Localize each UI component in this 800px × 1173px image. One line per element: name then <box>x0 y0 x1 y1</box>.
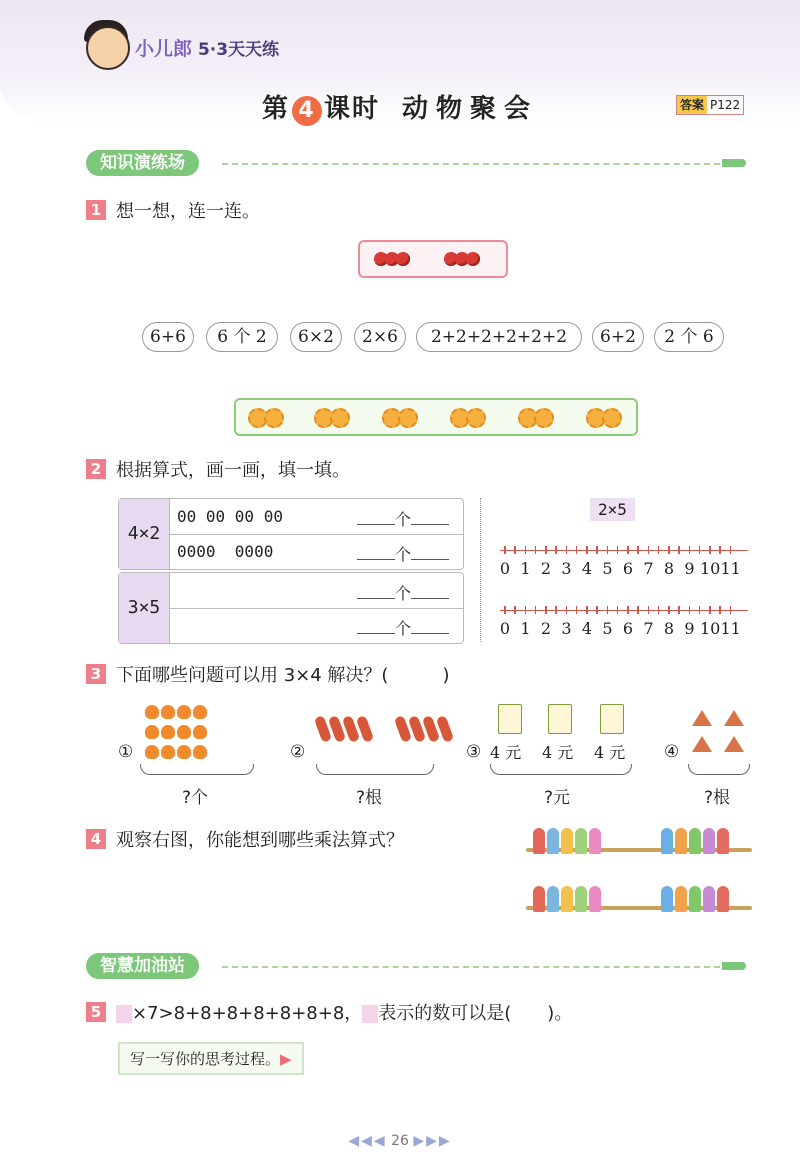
number-line-axis <box>500 550 748 551</box>
option-oval[interactable]: 2 个 6 <box>654 322 724 352</box>
milk-icon <box>548 704 572 734</box>
page-footer <box>0 1133 800 1149</box>
number-line-label: 0 <box>499 559 511 578</box>
row-divider <box>169 608 463 609</box>
number-line-tick <box>699 546 701 554</box>
question-number: 2 <box>86 459 106 479</box>
number-line-tick <box>719 546 721 554</box>
cherry-picture <box>358 240 508 278</box>
number-line-label: 11 <box>720 619 741 638</box>
number-line-tick <box>525 546 527 554</box>
number-line-tick <box>535 606 537 614</box>
number-line-label: 5 <box>602 559 613 578</box>
number-line-tick <box>555 546 557 554</box>
brace <box>490 764 632 775</box>
question-text: 根据算式，画一画，填一填。 <box>116 460 350 481</box>
expression-label: 3×5 <box>119 573 170 643</box>
question-number: 3 <box>86 664 106 684</box>
number-line-tick <box>617 606 619 614</box>
mascot-icon <box>86 26 130 70</box>
answer-page: P122 <box>710 98 741 112</box>
number-line-label: 6 <box>622 559 634 578</box>
question-expression: ×7>8+8+8+8+8+8+8， <box>132 1003 363 1024</box>
number-line-tick <box>637 546 639 554</box>
number-line-tick <box>730 606 732 614</box>
pencil-icon <box>722 159 746 167</box>
lesson-number: 4 <box>292 96 322 126</box>
question-text <box>116 999 572 1025</box>
number-line-label: 7 <box>643 619 654 638</box>
number-line-tick <box>668 606 670 614</box>
number-line-tick <box>678 606 680 614</box>
pencil-icon <box>722 962 746 970</box>
brace <box>688 764 750 775</box>
fill-blank[interactable] <box>357 542 449 565</box>
number-line-label: 2 <box>540 559 552 578</box>
pencil-flag-icon: ▶ <box>280 1050 292 1068</box>
number-line-tick <box>607 546 609 554</box>
brand-main: 小儿郎 <box>135 38 193 60</box>
brace <box>316 764 434 775</box>
price-label: 4 元 <box>594 743 626 762</box>
question-number: 1 <box>86 200 106 220</box>
question-text: 下面哪些问题可以用 3×4 解决？( ) <box>116 665 450 686</box>
number-line-label: 10 <box>700 559 721 578</box>
lesson-name: 动物聚会 <box>402 94 539 124</box>
number-line-tick <box>617 546 619 554</box>
number-line-label: 7 <box>643 559 654 578</box>
number-line-tick <box>555 606 557 614</box>
prev-arrows-icon: ◀◀◀ <box>348 1133 387 1149</box>
option-oval[interactable]: 2+2+2+2+2+2 <box>416 322 582 352</box>
number-line-label: 4 <box>581 559 593 578</box>
unit-label: 个 <box>395 584 412 603</box>
number-line-tick <box>514 606 516 614</box>
number-line-tick <box>648 606 650 614</box>
number-line-label: 5 <box>602 619 613 638</box>
unit-label: 个 <box>395 510 412 529</box>
option-oval[interactable]: 6×2 <box>290 322 342 352</box>
option-oval[interactable]: 6+6 <box>142 322 194 352</box>
number-line-tick <box>514 546 516 554</box>
option-mark: ④ <box>664 742 680 762</box>
brand-sub: 5·3天天练 <box>197 40 280 60</box>
flower-picture <box>234 398 638 436</box>
section-divider <box>222 163 720 165</box>
milk-icon <box>600 704 624 734</box>
number-line-label: 9 <box>684 559 695 578</box>
drawing-box-4x2[interactable] <box>118 498 464 570</box>
unit-label: 个 <box>395 619 412 638</box>
drawing-box-3x5[interactable] <box>118 572 464 644</box>
number-line-tick <box>504 546 506 554</box>
number-line-tick <box>586 606 588 614</box>
fill-blank[interactable] <box>357 507 449 530</box>
question-text: 想一想，连一连。 <box>116 201 260 222</box>
vertical-divider <box>480 498 481 642</box>
number-line-tag: 2×5 <box>590 498 635 521</box>
option-mark: ① <box>118 742 134 762</box>
item-caption: ?元 <box>544 788 571 808</box>
number-line-tick <box>627 546 629 554</box>
brace <box>140 764 254 775</box>
number-line-tick <box>678 546 680 554</box>
drawing-text: 00 00 00 00 <box>177 507 283 526</box>
price-label: 4 元 <box>490 743 522 762</box>
question-number: 4 <box>86 829 106 849</box>
number-line-label: 10 <box>700 619 721 638</box>
number-line-tick <box>637 606 639 614</box>
number-line-1[interactable] <box>500 545 748 585</box>
option-oval[interactable]: 6+2 <box>592 322 644 352</box>
number-line-tick <box>576 606 578 614</box>
item-caption: ?根 <box>356 788 383 808</box>
hint-text: 写一写你的思考过程。 <box>130 1050 281 1068</box>
option-mark: ③ <box>466 742 482 762</box>
number-line-label: 2 <box>540 619 552 638</box>
number-line-tick <box>576 546 578 554</box>
number-line-tick <box>709 546 711 554</box>
expression-label: 4×2 <box>119 499 170 569</box>
number-line-tick <box>586 546 588 554</box>
number-line-tick <box>689 606 691 614</box>
answer-label: 答案 <box>677 96 707 114</box>
number-line-tick <box>668 546 670 554</box>
number-line-tick <box>709 606 711 614</box>
number-line-tick <box>627 606 629 614</box>
fill-blank[interactable] <box>357 581 449 604</box>
question-text: 观察右图，你能想到哪些乘法算式？ <box>116 830 404 851</box>
drawing-text: 0000 0000 <box>177 542 274 561</box>
option-mark: ② <box>290 742 306 762</box>
unknown-square[interactable] <box>116 1005 132 1023</box>
number-line-label: 1 <box>520 619 531 638</box>
tug-of-war-picture-1 <box>526 826 752 866</box>
unknown-square[interactable] <box>362 1005 378 1023</box>
number-line-tick <box>607 606 609 614</box>
number-line-tick <box>545 546 547 554</box>
option-oval[interactable]: 2×6 <box>354 322 406 352</box>
number-line-tick <box>596 546 598 554</box>
number-line-tick <box>658 546 660 554</box>
answer-tag[interactable] <box>676 95 744 115</box>
item-caption: ?根 <box>704 788 731 808</box>
number-line-tick <box>525 606 527 614</box>
unit-label: 个 <box>395 545 412 564</box>
number-line-2[interactable] <box>500 605 748 645</box>
number-line-label: 6 <box>622 619 634 638</box>
number-line-tick <box>689 546 691 554</box>
number-line-label: 0 <box>499 619 511 638</box>
number-line-label: 9 <box>684 619 695 638</box>
number-line-axis <box>500 610 748 611</box>
brand <box>135 34 279 61</box>
triangle-icon <box>724 710 744 726</box>
row-divider <box>169 534 463 535</box>
triangle-icon <box>692 710 712 726</box>
question-tail: 表示的数可以是( )。 <box>378 1003 573 1024</box>
fill-blank[interactable] <box>357 616 449 639</box>
number-line-label: 1 <box>520 559 531 578</box>
triangle-icon <box>724 736 744 752</box>
option-oval[interactable]: 6 个 2 <box>206 322 278 352</box>
number-line-tick <box>658 606 660 614</box>
number-line-label: 3 <box>561 559 572 578</box>
lesson-suffix: 课时 <box>323 94 380 124</box>
number-line-tick <box>730 546 732 554</box>
triangle-icon <box>692 736 712 752</box>
question-number: 5 <box>86 1002 106 1022</box>
hint-box <box>118 1042 304 1075</box>
number-line-tick <box>648 546 650 554</box>
number-line-tick <box>545 606 547 614</box>
number-line-tick <box>566 606 568 614</box>
section-practice: 知识演练场 <box>86 150 199 176</box>
next-arrows-icon: ▶▶▶ <box>413 1133 452 1149</box>
number-line-label: 3 <box>561 619 572 638</box>
number-line-tick <box>504 606 506 614</box>
number-line-tick <box>535 546 537 554</box>
milk-icon <box>498 704 522 734</box>
number-line-tick <box>699 606 701 614</box>
page-number: 26 <box>391 1133 409 1149</box>
number-line-label: 4 <box>581 619 593 638</box>
number-line-tick <box>566 546 568 554</box>
lesson-prefix: 第 <box>261 94 290 124</box>
section-divider <box>222 966 720 968</box>
number-line-label: 8 <box>663 559 675 578</box>
number-line-tick <box>719 606 721 614</box>
sausage-picture <box>316 716 452 746</box>
item-caption: ?个 <box>182 788 209 808</box>
number-line-label: 11 <box>720 559 741 578</box>
number-line-tick <box>596 606 598 614</box>
drumstick-picture <box>144 704 254 764</box>
number-line-label: 8 <box>663 619 675 638</box>
section-bonus: 智慧加油站 <box>86 953 199 979</box>
price-label: 4 元 <box>542 743 574 762</box>
tug-of-war-picture-2 <box>526 884 752 924</box>
